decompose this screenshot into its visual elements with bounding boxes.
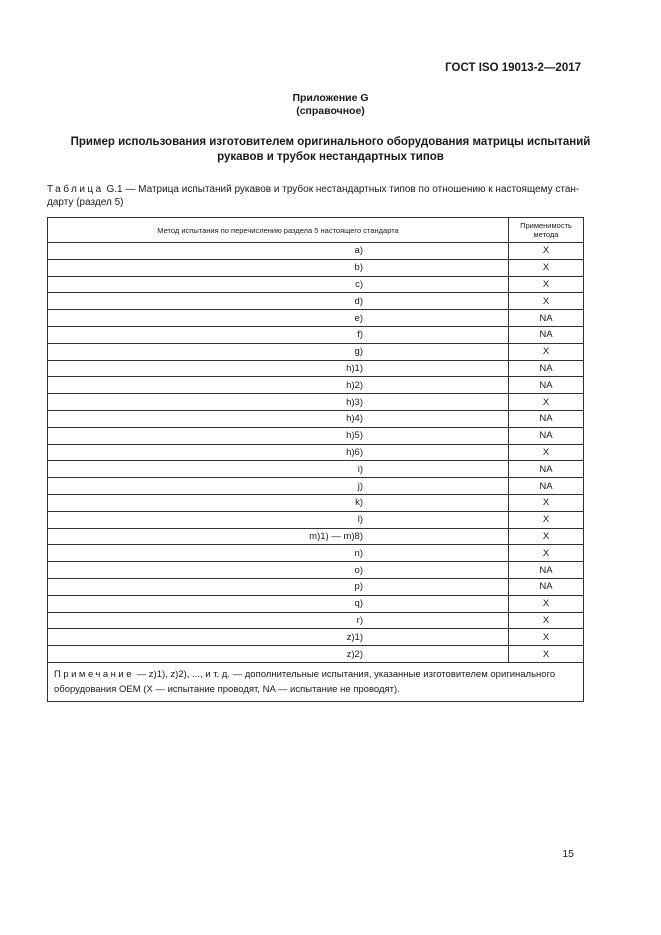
applicability-cell: NA bbox=[509, 461, 584, 478]
note-label: Примечание bbox=[54, 668, 134, 680]
table-body bbox=[48, 243, 584, 663]
applicability-cell: X bbox=[509, 293, 584, 310]
table-caption-label: Таблица bbox=[47, 184, 104, 195]
method-cell: m)1) — m)8) bbox=[48, 528, 509, 545]
applicability-cell: X bbox=[509, 444, 584, 461]
table-row bbox=[48, 478, 584, 495]
applicability-cell: NA bbox=[509, 410, 584, 427]
applicability-cell: NA bbox=[509, 562, 584, 579]
applicability-cell: X bbox=[509, 595, 584, 612]
table-row bbox=[48, 562, 584, 579]
table-note-row bbox=[48, 662, 584, 701]
table-row bbox=[48, 259, 584, 276]
method-cell: f) bbox=[48, 326, 509, 343]
applicability-cell: X bbox=[509, 646, 584, 663]
method-cell: g) bbox=[48, 343, 509, 360]
table-row bbox=[48, 444, 584, 461]
method-cell: h)2) bbox=[48, 377, 509, 394]
table-row bbox=[48, 427, 584, 444]
table-row bbox=[48, 629, 584, 646]
applicability-cell: NA bbox=[509, 360, 584, 377]
table-row bbox=[48, 595, 584, 612]
applicability-cell: X bbox=[509, 343, 584, 360]
method-cell: r) bbox=[48, 612, 509, 629]
applicability-cell: NA bbox=[509, 377, 584, 394]
table-row bbox=[48, 377, 584, 394]
table-row bbox=[48, 410, 584, 427]
method-cell: c) bbox=[48, 276, 509, 293]
column-header-method: Метод испытания по перечислению раздела 5 настоящего стандарта bbox=[48, 218, 509, 243]
table-row bbox=[48, 461, 584, 478]
applicability-cell: X bbox=[509, 511, 584, 528]
applicability-cell: X bbox=[509, 259, 584, 276]
title-line-2: рукавов и трубок нестандартных типов bbox=[217, 151, 444, 163]
method-cell: k) bbox=[48, 494, 509, 511]
table-row bbox=[48, 343, 584, 360]
method-cell: o) bbox=[48, 562, 509, 579]
table-row bbox=[48, 578, 584, 595]
test-matrix-table bbox=[47, 217, 584, 702]
method-cell: p) bbox=[48, 578, 509, 595]
method-cell: h)3) bbox=[48, 394, 509, 411]
table-row bbox=[48, 646, 584, 663]
method-cell: b) bbox=[48, 259, 509, 276]
column-header-applicability: Применимость метода bbox=[509, 218, 584, 243]
table-caption-text: G.1 — Матрица испытаний рукавов и трубок нестандартных типов по отношению к настоящему стан- bbox=[106, 184, 580, 195]
method-cell: h)1) bbox=[48, 360, 509, 377]
method-cell: l) bbox=[48, 511, 509, 528]
applicability-cell: NA bbox=[509, 326, 584, 343]
table-row bbox=[48, 360, 584, 377]
annex-heading bbox=[0, 92, 661, 118]
method-cell: q) bbox=[48, 595, 509, 612]
table-row bbox=[48, 243, 584, 260]
applicability-cell: NA bbox=[509, 578, 584, 595]
method-cell: n) bbox=[48, 545, 509, 562]
title-line-1: Пример использования изготовителем оригинального оборудования матрицы испытаний bbox=[70, 136, 591, 148]
method-cell: d) bbox=[48, 293, 509, 310]
method-cell: z)2) bbox=[48, 646, 509, 663]
method-cell: e) bbox=[48, 310, 509, 327]
annex-title: Приложение G bbox=[292, 92, 369, 104]
table-row bbox=[48, 494, 584, 511]
table-caption bbox=[47, 183, 587, 209]
table-row bbox=[48, 545, 584, 562]
applicability-cell: X bbox=[509, 629, 584, 646]
applicability-cell: NA bbox=[509, 427, 584, 444]
standard-designation: ГОСТ ISO 19013-2—2017 bbox=[445, 62, 581, 74]
method-cell: a) bbox=[48, 243, 509, 260]
page-number: 15 bbox=[562, 848, 574, 860]
method-cell: z)1) bbox=[48, 629, 509, 646]
applicability-cell: X bbox=[509, 394, 584, 411]
table-row bbox=[48, 612, 584, 629]
method-cell: j) bbox=[48, 478, 509, 495]
method-cell: i) bbox=[48, 461, 509, 478]
table-row bbox=[48, 394, 584, 411]
table-caption-text-cont: дарту (раздел 5) bbox=[47, 197, 124, 208]
method-cell: h)6) bbox=[48, 444, 509, 461]
table-row bbox=[48, 293, 584, 310]
table-row bbox=[48, 326, 584, 343]
applicability-cell: X bbox=[509, 612, 584, 629]
applicability-cell: NA bbox=[509, 310, 584, 327]
table-row bbox=[48, 528, 584, 545]
method-cell: h)5) bbox=[48, 427, 509, 444]
note-text: — z)1), z)2), ..., и т. д. — дополнительные испытания, указанные изготовителем оригинального оборудования OEM (X — испытание проводят, NA — испытание не проводят). bbox=[54, 668, 556, 695]
annex-main-title bbox=[60, 135, 601, 165]
applicability-cell: X bbox=[509, 276, 584, 293]
applicability-cell: X bbox=[509, 528, 584, 545]
method-cell: h)4) bbox=[48, 410, 509, 427]
annex-status: (справочное) bbox=[296, 105, 365, 117]
table-row bbox=[48, 310, 584, 327]
table-row bbox=[48, 276, 584, 293]
applicability-cell: X bbox=[509, 494, 584, 511]
applicability-cell: X bbox=[509, 243, 584, 260]
table-header-row bbox=[48, 218, 584, 243]
applicability-cell: X bbox=[509, 545, 584, 562]
table-note bbox=[48, 662, 584, 701]
table-row bbox=[48, 511, 584, 528]
applicability-cell: NA bbox=[509, 478, 584, 495]
